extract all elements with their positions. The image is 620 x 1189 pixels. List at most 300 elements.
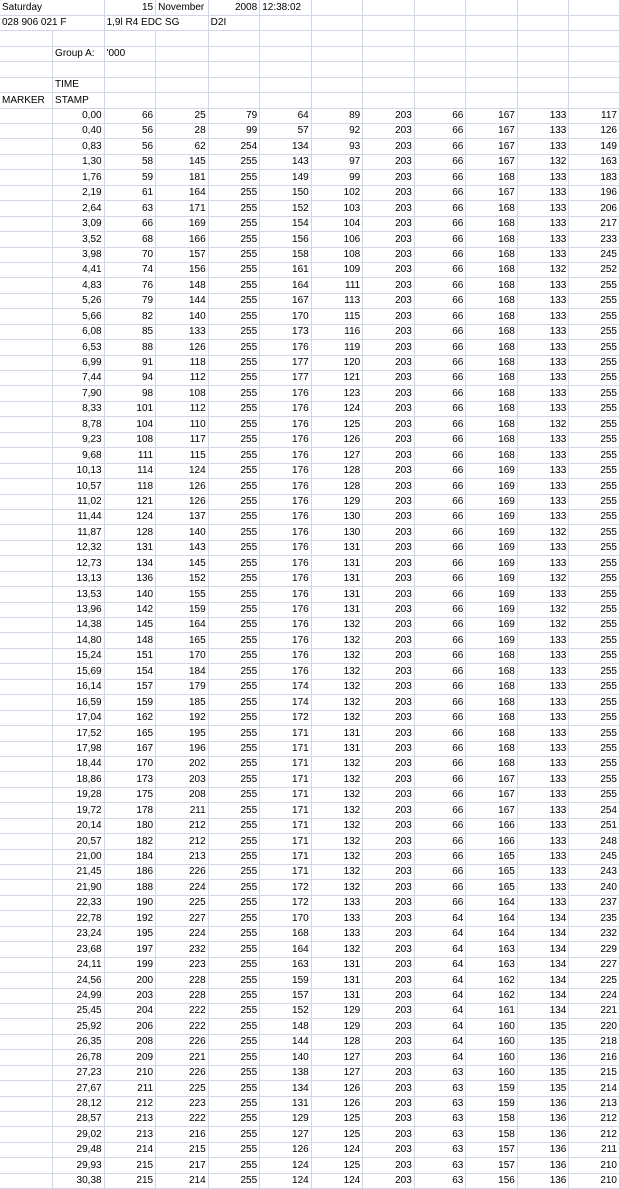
value-cell[interactable]: 126 [569,124,620,139]
timestamp-cell[interactable]: 21,00 [53,849,105,864]
value-cell[interactable]: 255 [569,494,620,509]
empty-cell[interactable] [0,46,53,61]
timestamp-cell[interactable]: 16,59 [53,695,105,710]
value-cell[interactable]: 203 [363,525,415,540]
value-cell[interactable]: 133 [517,371,569,386]
empty-cell[interactable] [104,77,156,92]
value-cell[interactable]: 192 [156,710,209,725]
value-cell[interactable]: 132 [517,618,569,633]
value-cell[interactable]: 169 [156,216,209,231]
value-cell[interactable]: 132 [311,942,363,957]
value-cell[interactable]: 156 [260,232,312,247]
marker-cell[interactable] [0,818,53,833]
value-cell[interactable]: 255 [569,309,620,324]
marker-cell[interactable] [0,463,53,478]
value-cell[interactable]: 245 [569,247,620,262]
value-cell[interactable]: 173 [104,772,156,787]
value-cell[interactable]: 124 [260,1158,312,1173]
value-cell[interactable]: 99 [208,124,260,139]
value-cell[interactable]: 152 [156,571,209,586]
value-cell[interactable]: 255 [569,556,620,571]
value-cell[interactable]: 255 [208,1096,260,1111]
value-cell[interactable]: 255 [208,571,260,586]
value-cell[interactable]: 183 [569,170,620,185]
value-cell[interactable]: 255 [208,494,260,509]
value-cell[interactable]: 199 [104,957,156,972]
empty-cell[interactable] [311,31,363,46]
empty-cell[interactable] [260,62,312,77]
value-cell[interactable]: 132 [517,602,569,617]
value-cell[interactable]: 171 [260,741,312,756]
value-cell[interactable]: 159 [104,695,156,710]
value-cell[interactable]: 133 [517,386,569,401]
marker-cell[interactable] [0,139,53,154]
marker-cell[interactable] [0,1112,53,1127]
value-cell[interactable]: 203 [363,463,415,478]
value-cell[interactable]: 66 [414,741,466,756]
timestamp-cell[interactable]: 18,44 [53,756,105,771]
value-cell[interactable]: 252 [569,262,620,277]
value-cell[interactable]: 133 [517,726,569,741]
value-cell[interactable]: 135 [517,1065,569,1080]
value-cell[interactable]: 255 [208,942,260,957]
value-cell[interactable]: 203 [363,154,415,169]
empty-cell[interactable] [363,15,415,30]
value-cell[interactable]: 164 [260,942,312,957]
value-cell[interactable]: 66 [414,262,466,277]
marker-cell[interactable] [0,509,53,524]
value-cell[interactable]: 203 [363,1142,415,1157]
value-cell[interactable]: 66 [414,571,466,586]
value-cell[interactable]: 168 [466,216,518,231]
value-cell[interactable]: 64 [414,1050,466,1065]
empty-cell[interactable] [156,31,209,46]
value-cell[interactable]: 66 [414,309,466,324]
value-cell[interactable]: 203 [363,865,415,880]
value-cell[interactable]: 132 [311,772,363,787]
timestamp-cell[interactable]: 27,67 [53,1081,105,1096]
value-cell[interactable]: 132 [517,525,569,540]
value-cell[interactable]: 171 [156,201,209,216]
value-cell[interactable]: 133 [517,340,569,355]
value-cell[interactable]: 203 [363,262,415,277]
value-cell[interactable]: 66 [414,340,466,355]
value-cell[interactable]: 203 [363,633,415,648]
value-cell[interactable]: 203 [363,803,415,818]
year-cell[interactable]: 2008 [208,0,260,15]
value-cell[interactable]: 168 [466,232,518,247]
value-cell[interactable]: 203 [363,216,415,231]
value-cell[interactable]: 255 [208,1127,260,1142]
timestamp-cell[interactable]: 4,83 [53,278,105,293]
value-cell[interactable]: 168 [466,648,518,663]
value-cell[interactable]: 255 [208,988,260,1003]
value-cell[interactable]: 255 [208,1173,260,1188]
marker-cell[interactable] [0,865,53,880]
value-cell[interactable]: 66 [414,556,466,571]
value-cell[interactable]: 255 [208,417,260,432]
value-cell[interactable]: 132 [311,633,363,648]
value-cell[interactable]: 255 [569,463,620,478]
value-cell[interactable]: 125 [311,1112,363,1127]
value-cell[interactable]: 64 [414,1003,466,1018]
marker-cell[interactable] [0,432,53,447]
value-cell[interactable]: 66 [414,756,466,771]
value-cell[interactable]: 176 [260,525,312,540]
value-cell[interactable]: 66 [414,818,466,833]
value-cell[interactable]: 126 [311,1081,363,1096]
marker-cell[interactable] [0,185,53,200]
empty-cell[interactable] [466,0,518,15]
value-cell[interactable]: 126 [260,1142,312,1157]
value-cell[interactable]: 131 [311,556,363,571]
marker-cell[interactable] [0,232,53,247]
marker-label-cell[interactable]: MARKER [0,93,53,108]
value-cell[interactable]: 203 [363,556,415,571]
value-cell[interactable]: 74 [104,262,156,277]
timestamp-cell[interactable]: 8,33 [53,401,105,416]
marker-cell[interactable] [0,293,53,308]
timestamp-cell[interactable]: 19,72 [53,803,105,818]
value-cell[interactable]: 255 [569,278,620,293]
empty-cell[interactable] [363,46,415,61]
value-cell[interactable]: 255 [569,679,620,694]
value-cell[interactable]: 203 [363,849,415,864]
value-cell[interactable]: 155 [156,587,209,602]
empty-cell[interactable] [156,62,209,77]
value-cell[interactable]: 161 [466,1003,518,1018]
value-cell[interactable]: 133 [517,587,569,602]
value-cell[interactable]: 163 [260,957,312,972]
value-cell[interactable]: 215 [156,1142,209,1157]
value-cell[interactable]: 197 [104,942,156,957]
value-cell[interactable]: 203 [363,324,415,339]
value-cell[interactable]: 203 [363,1019,415,1034]
value-cell[interactable]: 133 [311,895,363,910]
value-cell[interactable]: 255 [208,957,260,972]
value-cell[interactable]: 255 [208,803,260,818]
timestamp-cell[interactable]: 21,45 [53,865,105,880]
empty-cell[interactable] [260,31,312,46]
value-cell[interactable]: 149 [569,139,620,154]
value-cell[interactable]: 133 [517,494,569,509]
value-cell[interactable]: 169 [466,556,518,571]
empty-cell[interactable] [260,46,312,61]
empty-cell[interactable] [414,62,466,77]
value-cell[interactable]: 255 [208,787,260,802]
value-cell[interactable]: 203 [156,772,209,787]
value-cell[interactable]: 162 [104,710,156,725]
value-cell[interactable]: 167 [466,154,518,169]
value-cell[interactable]: 200 [104,973,156,988]
value-cell[interactable]: 164 [466,895,518,910]
value-cell[interactable]: 123 [311,386,363,401]
value-cell[interactable]: 104 [311,216,363,231]
value-cell[interactable]: 111 [104,448,156,463]
timestamp-cell[interactable]: 24,11 [53,957,105,972]
value-cell[interactable]: 59 [104,170,156,185]
value-cell[interactable]: 57 [260,124,312,139]
value-cell[interactable]: 168 [466,386,518,401]
value-cell[interactable]: 169 [466,571,518,586]
value-cell[interactable]: 255 [208,185,260,200]
value-cell[interactable]: 92 [311,124,363,139]
value-cell[interactable]: 169 [466,540,518,555]
value-cell[interactable]: 94 [104,371,156,386]
value-cell[interactable]: 255 [569,509,620,524]
timestamp-cell[interactable]: 7,44 [53,371,105,386]
empty-cell[interactable] [156,77,209,92]
value-cell[interactable]: 115 [311,309,363,324]
value-cell[interactable]: 225 [156,1081,209,1096]
value-cell[interactable]: 132 [311,664,363,679]
value-cell[interactable]: 151 [104,648,156,663]
empty-cell[interactable] [0,62,53,77]
marker-cell[interactable] [0,1081,53,1096]
value-cell[interactable]: 255 [569,571,620,586]
value-cell[interactable]: 174 [260,679,312,694]
value-cell[interactable]: 255 [569,602,620,617]
empty-cell[interactable] [53,62,105,77]
value-cell[interactable]: 255 [208,818,260,833]
value-cell[interactable]: 132 [311,818,363,833]
value-cell[interactable]: 129 [311,1019,363,1034]
value-cell[interactable]: 255 [208,602,260,617]
marker-cell[interactable] [0,170,53,185]
value-cell[interactable]: 160 [466,1050,518,1065]
value-cell[interactable]: 133 [517,108,569,123]
empty-cell[interactable] [0,31,53,46]
value-cell[interactable]: 136 [517,1127,569,1142]
value-cell[interactable]: 124 [311,1173,363,1188]
value-cell[interactable]: 248 [569,834,620,849]
value-cell[interactable]: 133 [517,710,569,725]
value-cell[interactable]: 133 [517,324,569,339]
value-cell[interactable]: 145 [156,556,209,571]
value-cell[interactable]: 222 [156,1003,209,1018]
value-cell[interactable]: 203 [363,1173,415,1188]
value-cell[interactable]: 66 [414,772,466,787]
value-cell[interactable]: 140 [104,587,156,602]
value-cell[interactable]: 216 [569,1050,620,1065]
value-cell[interactable]: 106 [311,232,363,247]
timestamp-cell[interactable]: 12,73 [53,556,105,571]
marker-cell[interactable] [0,834,53,849]
value-cell[interactable]: 136 [517,1112,569,1127]
value-cell[interactable]: 223 [156,1096,209,1111]
value-cell[interactable]: 176 [260,494,312,509]
value-cell[interactable]: 203 [363,340,415,355]
value-cell[interactable]: 126 [156,494,209,509]
value-cell[interactable]: 203 [363,695,415,710]
value-cell[interactable]: 214 [104,1142,156,1157]
value-cell[interactable]: 136 [517,1173,569,1188]
value-cell[interactable]: 255 [208,926,260,941]
value-cell[interactable]: 85 [104,324,156,339]
value-cell[interactable]: 176 [260,571,312,586]
timestamp-cell[interactable]: 6,53 [53,340,105,355]
value-cell[interactable]: 156 [466,1173,518,1188]
value-cell[interactable]: 226 [156,1034,209,1049]
value-cell[interactable]: 64 [414,1034,466,1049]
value-cell[interactable]: 135 [517,1034,569,1049]
value-cell[interactable]: 255 [569,787,620,802]
timestamp-cell[interactable]: 0,00 [53,108,105,123]
value-cell[interactable]: 117 [569,108,620,123]
date-num-cell[interactable]: 15 [104,0,156,15]
empty-cell[interactable] [156,93,209,108]
value-cell[interactable]: 66 [414,124,466,139]
value-cell[interactable]: 168 [466,432,518,447]
value-cell[interactable]: 156 [156,262,209,277]
value-cell[interactable]: 226 [156,865,209,880]
value-cell[interactable]: 159 [466,1096,518,1111]
value-cell[interactable]: 168 [466,278,518,293]
value-cell[interactable]: 114 [104,463,156,478]
value-cell[interactable]: 102 [311,185,363,200]
value-cell[interactable]: 124 [260,1173,312,1188]
empty-cell[interactable] [260,93,312,108]
timestamp-cell[interactable]: 21,90 [53,880,105,895]
value-cell[interactable]: 124 [311,1142,363,1157]
value-cell[interactable]: 255 [208,1003,260,1018]
value-cell[interactable]: 255 [208,247,260,262]
value-cell[interactable]: 171 [260,865,312,880]
empty-cell[interactable] [311,46,363,61]
value-cell[interactable]: 133 [311,911,363,926]
value-cell[interactable]: 255 [208,911,260,926]
timestamp-cell[interactable]: 29,93 [53,1158,105,1173]
value-cell[interactable]: 172 [260,895,312,910]
value-cell[interactable]: 169 [466,618,518,633]
empty-cell[interactable] [517,46,569,61]
value-cell[interactable]: 203 [363,293,415,308]
value-cell[interactable]: 134 [517,988,569,1003]
empty-cell[interactable] [363,77,415,92]
value-cell[interactable]: 66 [414,587,466,602]
value-cell[interactable]: 206 [569,201,620,216]
value-cell[interactable]: 127 [311,448,363,463]
time-cell[interactable]: 12:38:02 [260,0,312,15]
value-cell[interactable]: 132 [311,618,363,633]
value-cell[interactable]: 56 [104,124,156,139]
value-cell[interactable]: 211 [156,803,209,818]
value-cell[interactable]: 131 [260,1096,312,1111]
value-cell[interactable]: 143 [156,540,209,555]
value-cell[interactable]: 255 [569,618,620,633]
value-cell[interactable]: 131 [311,587,363,602]
value-cell[interactable]: 133 [517,509,569,524]
value-cell[interactable]: 222 [156,1112,209,1127]
value-cell[interactable]: 64 [414,926,466,941]
value-cell[interactable]: 132 [311,648,363,663]
value-cell[interactable]: 66 [414,355,466,370]
value-cell[interactable]: 255 [569,448,620,463]
value-cell[interactable]: 255 [208,540,260,555]
value-cell[interactable]: 203 [363,139,415,154]
value-cell[interactable]: 229 [569,942,620,957]
value-cell[interactable]: 132 [517,154,569,169]
value-cell[interactable]: 66 [414,695,466,710]
value-cell[interactable]: 176 [260,340,312,355]
value-cell[interactable]: 251 [569,818,620,833]
day-cell[interactable]: Saturday [0,0,104,15]
value-cell[interactable]: 228 [156,973,209,988]
value-cell[interactable]: 66 [414,618,466,633]
marker-cell[interactable] [0,602,53,617]
value-cell[interactable]: 132 [311,756,363,771]
empty-cell[interactable] [517,0,569,15]
value-cell[interactable]: 168 [466,293,518,308]
marker-cell[interactable] [0,216,53,231]
month-cell[interactable]: November [156,0,209,15]
marker-cell[interactable] [0,108,53,123]
value-cell[interactable]: 170 [104,756,156,771]
empty-cell[interactable] [104,93,156,108]
value-cell[interactable]: 132 [311,865,363,880]
value-cell[interactable]: 195 [156,726,209,741]
timestamp-cell[interactable]: 11,02 [53,494,105,509]
value-cell[interactable]: 223 [156,957,209,972]
group-value-cell[interactable]: '000 [104,46,156,61]
value-cell[interactable]: 226 [156,1065,209,1080]
empty-cell[interactable] [208,46,260,61]
value-cell[interactable]: 99 [311,170,363,185]
value-cell[interactable]: 133 [517,664,569,679]
value-cell[interactable]: 133 [517,139,569,154]
value-cell[interactable]: 180 [104,818,156,833]
value-cell[interactable]: 255 [208,618,260,633]
marker-cell[interactable] [0,1019,53,1034]
value-cell[interactable]: 136 [517,1096,569,1111]
value-cell[interactable]: 178 [104,803,156,818]
value-cell[interactable]: 108 [156,386,209,401]
value-cell[interactable]: 130 [311,525,363,540]
timestamp-cell[interactable]: 12,32 [53,540,105,555]
value-cell[interactable]: 168 [466,417,518,432]
timestamp-cell[interactable]: 13,53 [53,587,105,602]
value-cell[interactable]: 164 [156,618,209,633]
value-cell[interactable]: 176 [260,463,312,478]
value-cell[interactable]: 176 [260,633,312,648]
value-cell[interactable]: 133 [517,432,569,447]
value-cell[interactable]: 158 [260,247,312,262]
empty-cell[interactable] [156,46,209,61]
value-cell[interactable]: 164 [466,911,518,926]
value-cell[interactable]: 110 [156,417,209,432]
value-cell[interactable]: 119 [311,340,363,355]
value-cell[interactable]: 204 [104,1003,156,1018]
timestamp-cell[interactable]: 23,24 [53,926,105,941]
value-cell[interactable]: 133 [517,772,569,787]
value-cell[interactable]: 157 [104,679,156,694]
marker-cell[interactable] [0,710,53,725]
marker-cell[interactable] [0,942,53,957]
value-cell[interactable]: 64 [414,1019,466,1034]
empty-cell[interactable] [517,62,569,77]
value-cell[interactable]: 132 [311,679,363,694]
marker-cell[interactable] [0,911,53,926]
value-cell[interactable]: 255 [208,1081,260,1096]
value-cell[interactable]: 255 [208,1034,260,1049]
value-cell[interactable]: 168 [466,401,518,416]
value-cell[interactable]: 255 [569,324,620,339]
value-cell[interactable]: 165 [466,880,518,895]
value-cell[interactable]: 168 [466,448,518,463]
timestamp-cell[interactable]: 10,13 [53,463,105,478]
marker-cell[interactable] [0,479,53,494]
value-cell[interactable]: 168 [466,355,518,370]
